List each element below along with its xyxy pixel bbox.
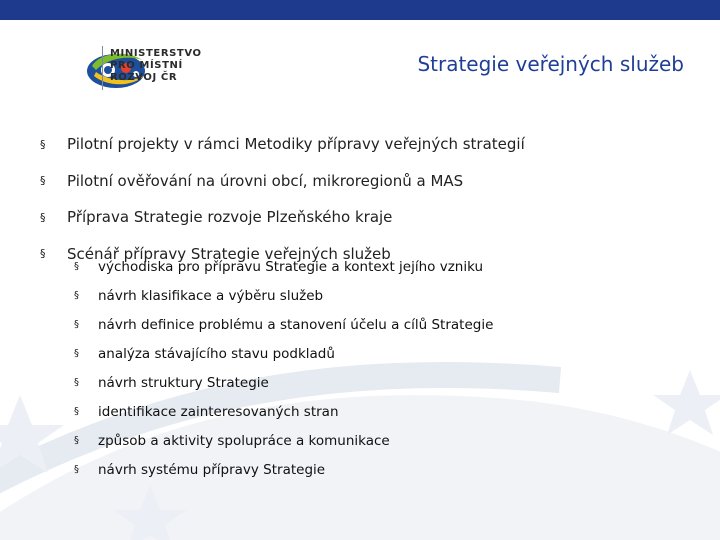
logo-divider: [102, 46, 103, 90]
logo-line-3: ROZVOJ ČR: [110, 72, 178, 83]
sub-list-item-text: identifikace zainteresovaných stran: [98, 403, 339, 420]
bullet-icon: §: [74, 406, 79, 417]
bullet-icon: §: [74, 377, 79, 388]
sub-bullet-list: [74, 252, 493, 484]
sub-list-item-text: návrh definice problému a stanovení účelu a cílů Strategie: [98, 316, 494, 333]
bullet-icon: §: [74, 348, 79, 359]
sub-list-item: [74, 455, 493, 484]
sub-list-item-text: východiska pro přípravu Strategie a kontext jejího vzniku: [98, 258, 484, 275]
list-item-text: Scénář přípravy Strategie veřejných služeb: [67, 244, 391, 263]
list-item-text: Pilotní projekty v rámci Metodiky přípravy veřejných strategií: [67, 135, 525, 154]
sub-list-item: [74, 368, 493, 397]
bullet-icon: §: [74, 261, 79, 272]
sub-list-item-text: návrh klasifikace a výběru služeb: [98, 287, 324, 304]
list-item-text: Příprava Strategie rozvoje Plzeňského kraje: [67, 208, 393, 227]
sub-list-item: [74, 426, 493, 455]
bullet-icon: §: [74, 290, 79, 301]
main-bullet-list: [40, 126, 525, 272]
bullet-icon: §: [40, 174, 46, 188]
bullet-icon: §: [40, 247, 46, 261]
sub-list-item-text: analýza stávajícího stavu podkladů: [98, 345, 335, 362]
logo-line-1: MINISTERSTVO: [110, 48, 202, 59]
sub-list-item: [74, 310, 493, 339]
bullet-icon: §: [74, 435, 79, 446]
sub-list-item-text: návrh systému přípravy Strategie: [98, 461, 326, 478]
sub-list-item: [74, 339, 493, 368]
list-item: [40, 163, 525, 200]
bullet-icon: §: [74, 464, 79, 475]
slide-title: Strategie veřejných služeb: [417, 52, 684, 76]
sub-list-item-text: způsob a aktivity spolupráce a komunikace: [98, 432, 390, 449]
bullet-icon: §: [40, 137, 46, 151]
list-item: [40, 199, 525, 236]
ministry-logo-text: [110, 48, 202, 84]
sub-list-item-text: návrh struktury Strategie: [98, 374, 269, 391]
logo-line-2: PRO MÍSTNÍ: [110, 60, 183, 71]
sub-list-item: [74, 252, 493, 281]
bullet-icon: §: [74, 319, 79, 330]
sub-list-item: [74, 397, 493, 426]
list-item-text: Pilotní ověřování na úrovni obcí, mikroregionů a MAS: [67, 171, 464, 190]
bullet-icon: §: [40, 210, 46, 224]
list-item: [40, 126, 525, 163]
sub-list-item: [74, 281, 493, 310]
